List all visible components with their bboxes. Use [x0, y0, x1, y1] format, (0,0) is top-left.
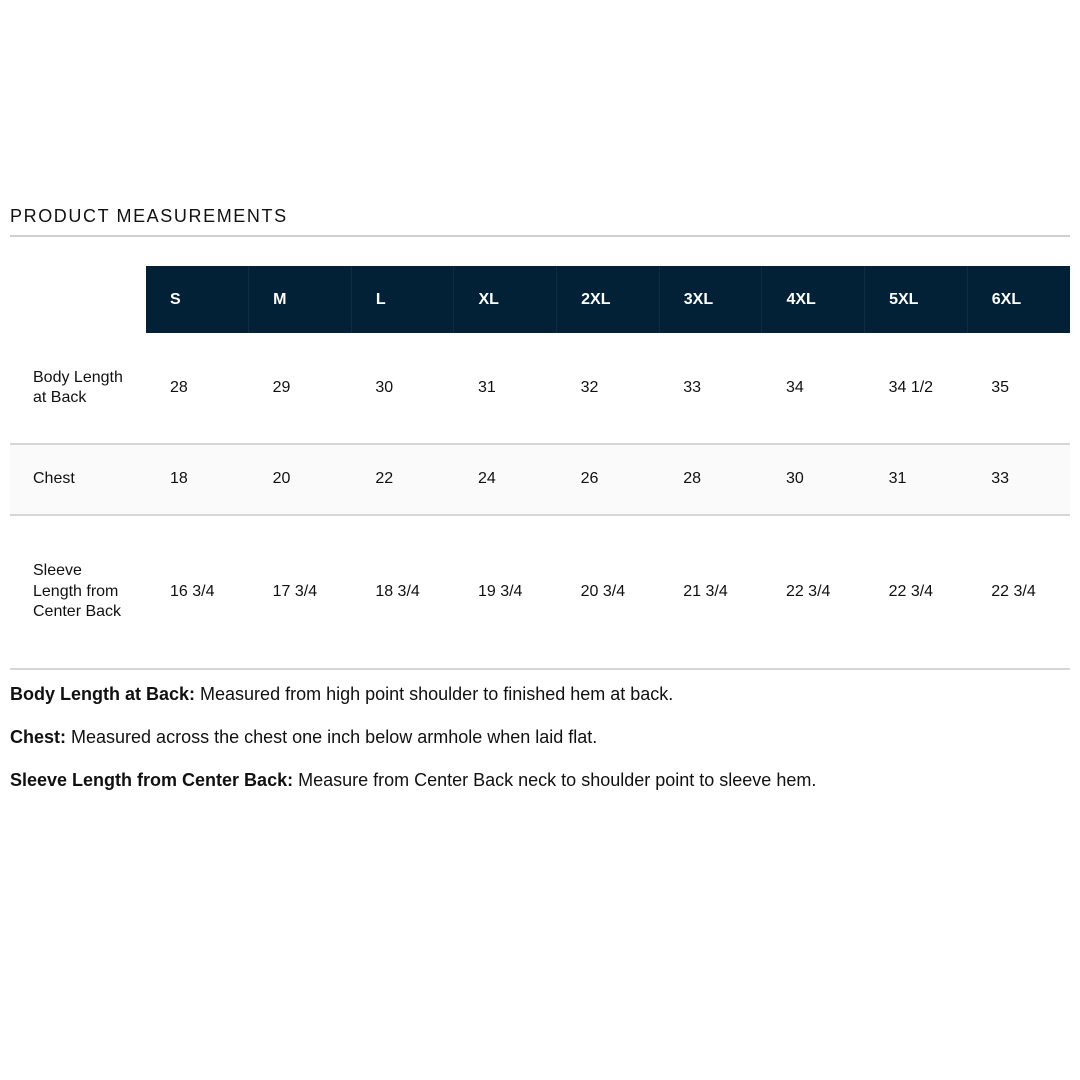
table-cell: 21 3/4	[659, 515, 762, 669]
table-cell: 30	[762, 444, 865, 515]
table-cell: 33	[659, 333, 762, 444]
table-row-chest	[10, 444, 1070, 515]
table-cell: 31	[865, 444, 968, 515]
note-description: Measure from Center Back neck to shoulder point to sleeve hem.	[293, 770, 817, 790]
note-chest	[10, 726, 1070, 748]
size-header-xl: XL	[454, 266, 557, 333]
table-row-sleeve-length	[10, 515, 1070, 669]
title-divider	[10, 235, 1070, 237]
size-header-m: M	[249, 266, 352, 333]
note-sleeve-length	[10, 769, 1070, 791]
table-cell: 24	[454, 444, 557, 515]
size-header-s: S	[146, 266, 249, 333]
table-cell: 22	[351, 444, 454, 515]
measurement-notes	[10, 683, 1070, 812]
table-row-body-length	[10, 333, 1070, 444]
row-label: Chest	[10, 444, 146, 515]
size-header-6xl: 6XL	[967, 266, 1070, 333]
table-cell: 31	[454, 333, 557, 444]
table-cell: 32	[557, 333, 660, 444]
size-header-l: L	[351, 266, 454, 333]
table-cell: 29	[249, 333, 352, 444]
table-cell: 34 1/2	[865, 333, 968, 444]
table-cell: 20 3/4	[557, 515, 660, 669]
table-cell: 22 3/4	[865, 515, 968, 669]
table-cell: 28	[146, 333, 249, 444]
table-cell: 35	[967, 333, 1070, 444]
note-body-length	[10, 683, 1070, 705]
table-cell: 22 3/4	[762, 515, 865, 669]
table-cell: 16 3/4	[146, 515, 249, 669]
size-header-3xl: 3XL	[659, 266, 762, 333]
size-chart-table	[10, 266, 1070, 670]
row-label: Sleeve Length from Center Back	[10, 515, 146, 669]
table-cell: 26	[557, 444, 660, 515]
table-cell: 20	[249, 444, 352, 515]
note-term: Sleeve Length from Center Back:	[10, 770, 294, 790]
note-description: Measured from high point shoulder to finished hem at back.	[195, 684, 674, 704]
header-corner-cell	[10, 266, 146, 333]
row-label: Body Length at Back	[10, 333, 146, 444]
table-cell: 19 3/4	[454, 515, 557, 669]
size-header-4xl: 4XL	[762, 266, 865, 333]
note-term: Chest:	[10, 727, 67, 747]
note-description: Measured across the chest one inch below armhole when laid flat.	[66, 727, 598, 747]
size-header-2xl: 2XL	[557, 266, 660, 333]
table-cell: 34	[762, 333, 865, 444]
table-cell: 18 3/4	[351, 515, 454, 669]
note-term: Body Length at Back:	[10, 684, 196, 704]
size-header-row	[10, 266, 1070, 333]
size-header-5xl: 5XL	[865, 266, 968, 333]
table-cell: 22 3/4	[967, 515, 1070, 669]
table-cell: 33	[967, 444, 1070, 515]
table-cell: 30	[351, 333, 454, 444]
page-title: PRODUCT MEASUREMENTS	[10, 206, 288, 226]
table-cell: 18	[146, 444, 249, 515]
table-cell: 17 3/4	[249, 515, 352, 669]
table-cell: 28	[659, 444, 762, 515]
